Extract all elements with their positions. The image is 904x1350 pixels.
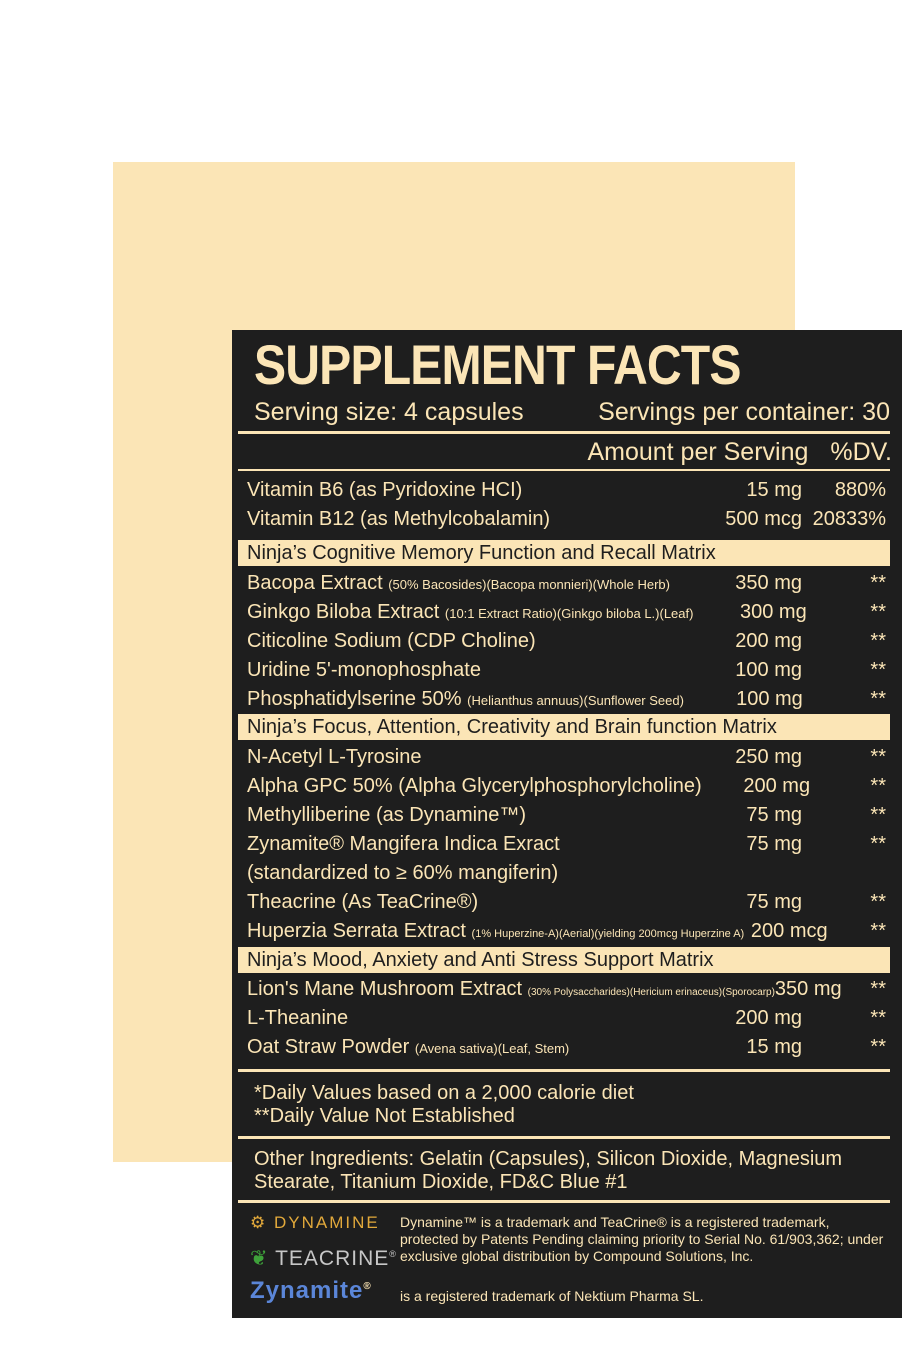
ingredient-name: Vitamin B6 (as Pyridoxine HCI) [247, 479, 523, 501]
ingredient-name: Vitamin B12 (as Methylcobalamin) [247, 508, 551, 530]
supplement-label [113, 162, 892, 1304]
teacrine-wordmark: TEACRINE [275, 1247, 390, 1270]
ingredient-name: Zynamite® Mangifera Indica Exract [247, 833, 560, 855]
ingredient-amount: 250 mg [735, 746, 802, 768]
ingredient-dv: ** [870, 688, 886, 710]
other-ingredients: Other Ingredients: Gelatin (Capsules), Silicon Dioxide, Magnesium Stearate, Titanium Dioxide, FD&C Blue #1 [254, 1148, 843, 1193]
ingredient-dv: ** [870, 891, 886, 913]
table-row [247, 859, 886, 888]
ingredient-amount: 350 mg [735, 572, 802, 594]
ingredient-title: Phosphatidylserine 50% [247, 688, 462, 710]
ingredient-dv: 880% [834, 479, 886, 501]
divider [238, 1069, 890, 1072]
serving-size: Serving size: 4 capsules [254, 398, 524, 426]
zynamite-logo: Zynamite® [250, 1277, 372, 1304]
ingredient-dv: ** [870, 1036, 886, 1058]
divider [238, 431, 890, 434]
ingredient-name [247, 688, 684, 711]
ingredient-detail: (10:1 Extract Ratio)(Ginkgo biloba L.)(Leaf) [444, 606, 694, 621]
ingredient-dv: ** [870, 601, 886, 623]
table-row [247, 685, 886, 714]
ingredient-amount: 75 mg [746, 891, 802, 913]
ingredient-title: Ginkgo Biloba Extract [247, 601, 440, 623]
ingredient-dv: ** [870, 572, 886, 594]
ingredient-amount: 200 mcg [750, 920, 828, 942]
ingredient-dv: ** [870, 1007, 886, 1029]
table-row [247, 975, 886, 1004]
dynamine-logo [250, 1213, 380, 1233]
ingredient-amount: 350 mg [774, 978, 842, 1000]
ingredient-amount: 75 mg [746, 833, 802, 855]
ingredient-dv: ** [870, 775, 886, 797]
ingredient-amount: 300 mg [740, 601, 807, 623]
ingredient-detail: (30% Polysaccharides)(Hericium erinaceus)(Sporocarp) [527, 987, 775, 998]
ingredient-dv: ** [870, 833, 886, 855]
ingredient-amount: 100 mg [736, 688, 803, 710]
ingredient-amount: 500 mcg [725, 508, 802, 530]
zynamite-wordmark: Zynamite [250, 1277, 364, 1304]
ingredient-name: L-Theanine [247, 1007, 349, 1029]
dv-header: %DV. [830, 438, 892, 466]
table-row [247, 917, 886, 946]
ingredient-amount: 75 mg [746, 804, 802, 826]
ingredient-detail: (1% Huperzine-A)(Aerial)(yielding 200mcg Huperzine A) [471, 928, 745, 940]
table-row [247, 772, 886, 801]
ingredient-name [247, 1036, 682, 1059]
ingredient-name [247, 920, 744, 943]
ingredient-dv: ** [870, 659, 886, 681]
ingredient-name: Uridine 5'-monophosphate [247, 659, 481, 681]
table-row [247, 569, 886, 598]
table-row [247, 1033, 886, 1062]
ingredient-name: (standardized to ≥ 60% mangiferin) [247, 862, 559, 884]
ingredient-title: Bacopa Extract [247, 572, 383, 594]
ingredient-amount: 15 mg [746, 479, 802, 501]
supplement-facts-panel [232, 330, 902, 1318]
ingredient-name [247, 601, 693, 624]
leaf-icon: ❦ [250, 1247, 269, 1270]
footnote-not-established: **Daily Value Not Established [254, 1105, 515, 1127]
footnote-daily-values: *Daily Values based on a 2,000 calorie diet [254, 1082, 634, 1104]
ingredient-dv: ** [870, 804, 886, 826]
ingredient-detail: (Helianthus annuus)(Sunflower Seed) [467, 693, 684, 708]
table-row [247, 801, 886, 830]
ingredient-name: N-Acetyl L-Tyrosine [247, 746, 422, 768]
footnotes [254, 1082, 634, 1128]
servings-per-container: Servings per container: 30 [598, 398, 890, 426]
divider [238, 469, 890, 471]
ingredient-dv: ** [870, 920, 886, 942]
ingredient-title: Oat Straw Powder [247, 1036, 410, 1058]
ingredient-amount: 15 mg [746, 1036, 802, 1058]
table-row [247, 505, 886, 534]
ingredient-detail: (50% Bacosides)(Bacopa monnieri)(Whole Herb) [388, 577, 670, 592]
gear-icon: ⚙ [250, 1213, 268, 1232]
ingredient-dv: ** [870, 978, 886, 1000]
table-row [247, 888, 886, 917]
matrix-heading-mood: Ninja’s Mood, Anxiety and Anti Stress Support Matrix [238, 947, 890, 973]
table-row [247, 743, 886, 772]
ingredient-amount: 200 mg [743, 775, 811, 797]
ingredient-dv: ** [870, 630, 886, 652]
ingredient-name [247, 572, 682, 595]
ingredient-name: Theacrine (As TeaCrine®) [247, 891, 479, 913]
ingredient-title: Lion's Mane Mushroom Extract [247, 978, 523, 1000]
table-row [247, 656, 886, 685]
ingredient-title: Huperzia Serrata Extract [247, 920, 466, 942]
ingredient-name: Citicoline Sodium (CDP Choline) [247, 630, 536, 652]
column-headers [587, 438, 892, 467]
table-row [247, 476, 886, 505]
divider [238, 1136, 890, 1139]
ingredient-name: Methylliberine (as Dynamine™) [247, 804, 526, 826]
ingredient-amount: 200 mg [735, 630, 802, 652]
dynamine-wordmark: DYNAMINE [273, 1213, 380, 1232]
page-title: SUPPLEMENT FACTS [254, 333, 741, 396]
ingredient-dv: ** [870, 746, 886, 768]
ingredient-dv: 20833% [812, 508, 886, 530]
ingredient-name [247, 978, 775, 1001]
ingredient-amount: 100 mg [735, 659, 802, 681]
ingredient-name: Alpha GPC 50% (Alpha Glycerylphosphorylcholine) [247, 775, 702, 797]
table-row [247, 627, 886, 656]
amount-header: Amount per Serving [587, 438, 809, 466]
table-row [247, 1004, 886, 1033]
divider [238, 1200, 890, 1203]
ingredient-amount: 200 mg [735, 1007, 802, 1029]
trademark-notice: Dynamine™ is a trademark and TeaCrine® is a registered trademark, protected by Patents Pending claiming priority to Serial No. 61/903,362; under exclusive global distribution by Compound Solutions, Inc. [400, 1214, 884, 1264]
table-row [247, 830, 886, 859]
matrix-heading-focus: Ninja’s Focus, Attention, Creativity and Brain function Matrix [238, 714, 890, 740]
matrix-heading-memory: Ninja’s Cognitive Memory Function and Recall Matrix [238, 540, 890, 566]
table-row [247, 598, 886, 627]
zynamite-trademark-notice: is a registered trademark of Nektium Pharma SL. [400, 1288, 704, 1304]
teacrine-logo: ❦ TEACRINE® [250, 1247, 397, 1270]
ingredient-detail: (Avena sativa)(Leaf, Stem) [414, 1041, 570, 1056]
